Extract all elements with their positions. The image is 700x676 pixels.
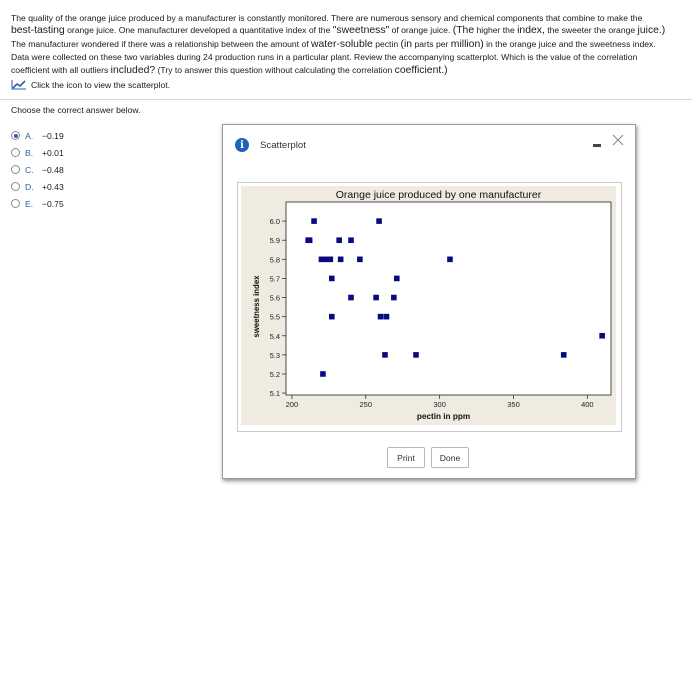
data-point [413,352,419,358]
y-tick-label: 5.8 [269,255,280,265]
data-point [561,352,567,358]
y-tick-label: 5.2 [269,369,280,379]
option-letter: D. [25,181,34,192]
question-fragment: higher the [474,25,518,36]
radio-c[interactable] [11,165,20,174]
option-value: −0.48 [42,164,64,175]
plot-area [286,202,611,395]
question-fragment: (Try to answer this question without calculating the correlation [155,64,395,75]
option-value: −0.19 [42,130,64,141]
option-value: −0.75 [42,198,64,209]
data-point [336,237,342,243]
y-tick-label: 5.6 [269,293,280,303]
done-button[interactable]: Done [431,447,469,468]
option-a[interactable] [11,127,64,144]
radio-e[interactable] [11,199,20,208]
data-point [394,276,400,282]
radio-b[interactable] [11,148,20,157]
x-tick-label: 300 [433,400,446,409]
option-letter: A. [25,130,34,141]
view-scatterplot-link[interactable] [11,79,170,90]
data-point [338,257,344,263]
question-fragment: (The [452,25,475,37]
option-c[interactable] [11,161,64,178]
minimize-button[interactable] [593,144,601,147]
question-fragment: parts per [412,38,451,49]
scatterplot-chart [241,186,616,425]
option-letter: E. [25,198,34,209]
data-point [329,276,335,282]
x-tick-label: 350 [507,400,520,409]
x-axis-label: pectin in ppm [416,412,471,421]
x-tick-label: 400 [581,400,594,409]
option-value: +0.01 [42,147,64,158]
chart-icon[interactable] [11,79,27,90]
question-fragment: The manufacturer wondered if there was a relationship between the amount of [11,38,312,49]
question-fragment: water-soluble [311,38,373,50]
option-letter: C. [25,164,34,175]
data-point [376,218,382,224]
dialog-header [235,138,306,152]
data-point [447,257,453,263]
question-line: The quality of the orange juice produced by a manufacturer is constantly monitored. There are numerous sensory and chemical components that combine to make the [11,13,643,23]
radio-d[interactable] [11,182,20,191]
question-text [11,12,691,77]
data-point [328,257,334,263]
question-fragment: index, [517,25,545,37]
choose-instruction: Choose the correct answer below. [11,105,141,115]
view-scatterplot-label[interactable]: Click the icon to view the scatterplot. [31,79,170,90]
info-icon: i [235,138,249,152]
chart-background [241,186,616,425]
data-point [307,237,313,243]
print-button[interactable]: Print [387,447,425,468]
y-tick-label: 5.1 [269,389,280,399]
y-axis-label: sweetness index [252,275,261,338]
question-fragment: pectin [372,38,401,49]
question-fragment: best-tasting [11,25,65,37]
data-point [348,237,354,243]
data-point [373,295,379,301]
data-point [599,333,605,339]
x-tick-label: 250 [359,400,373,409]
data-point [329,314,335,320]
data-point [378,314,384,320]
option-e[interactable] [11,195,64,212]
question-fragment: in the orange juice and the sweetness index. [483,38,656,49]
close-icon[interactable] [612,134,624,146]
option-b[interactable] [11,144,64,161]
y-tick-label: 5.5 [269,312,280,322]
data-point [348,295,354,301]
y-tick-label: 5.4 [269,331,280,341]
chart-frame [237,182,622,432]
question-fragment: coefficient with all outliers [11,64,111,75]
question-fragment: coefficient.) [394,64,448,76]
y-tick-label: 5.3 [269,350,280,360]
option-letter: B. [25,147,34,158]
y-tick-label: 6.0 [269,217,280,227]
question-fragment: the sweeter the orange [544,25,638,36]
data-point [320,371,326,377]
dialog-title: Scatterplot [260,139,306,151]
question-fragment: included? [110,64,156,76]
data-point [382,352,388,358]
divider [0,99,692,100]
data-point [357,257,363,263]
chart-title: Orange juice produced by one manufacturer [335,189,542,201]
question-fragment: orange juice. One manufacturer developed a quantitative index of the [64,25,333,36]
data-point [311,218,317,224]
option-d[interactable] [11,178,64,195]
radio-a[interactable] [11,131,20,140]
option-value: +0.43 [42,181,64,192]
question-fragment: (in [400,38,413,50]
question-fragment: million) [450,38,484,50]
data-point [391,295,397,301]
question-line: Data were collected on these two variables during 24 production runs in a particular plant. Review the accompanying scatterplot. Which is the value of the correlation [11,52,638,63]
data-point [384,314,390,320]
scatterplot-dialog [222,124,636,479]
question-fragment: juice.) [637,25,666,37]
answer-options [11,127,64,212]
x-tick-label: 200 [285,400,299,409]
y-tick-label: 5.9 [269,236,280,246]
question-fragment: "sweetness" [332,25,390,37]
y-tick-label: 5.7 [269,274,280,284]
question-fragment: of orange juice. [389,25,453,36]
